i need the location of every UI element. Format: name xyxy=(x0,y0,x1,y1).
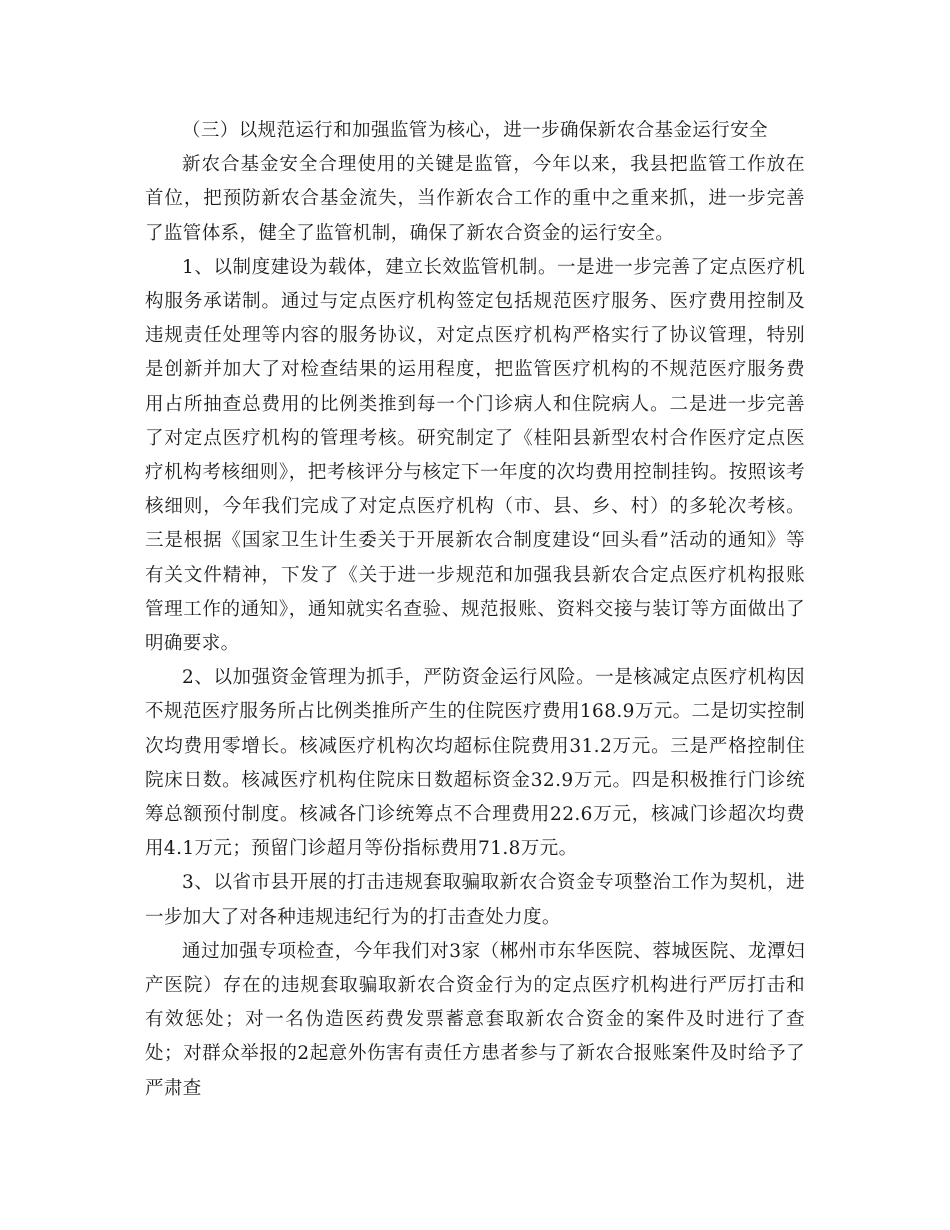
paragraph-special-inspection: 通过加强专项检查，今年我们对3家（郴州市东华医院、蓉城医院、龙潭妇产医院）存在的违规套取骗取新农合资金行为的定点医疗机构进行严厉打击和有效惩处；对一名伪造医药费发票蓄意套取新农合资金的案件及时进行了查处；对群众举报的2起意外伤害有责任方患者参与了新农合报账案件及时给予了严肃查 xyxy=(145,940,805,1099)
document-body xyxy=(145,114,805,1106)
section-heading: （三）以规范运行和加强监管为核心，进一步确保新农合基金运行安全 xyxy=(182,120,768,141)
paragraph-supervision-intro: 新农合基金安全合理使用的关键是监管，今年以来，我县把监管工作放在首位，把预防新农合基金流失，当作新农合工作的重中之重来抓，进一步完善了监管体系，健全了监管机制，确保了新农合资金的运行安全。 xyxy=(145,154,805,244)
paragraph-system-building: 1、以制度建设为载体，建立长效监管机制。一是进一步完善了定点医疗机构服务承诺制。通过与定点医疗机构签定包括规范医疗服务、医疗费用控制及违规责任处理等内容的服务协议，对定点医疗机构严格实行了协议管理，特别是创新并加大了对检查结果的运用程度，把监管医疗机构的不规范医疗服务费用占所抽查总费用的比例类推到每一个门诊病人和住院病人。二是进一步完善了对定点医疗机构的管理考核。研究制定了《桂阳县新型农村合作医疗定点医疗机构考核细则》，把考核评分与核定下一年度的次均费用控制挂钩。按照该考核细则，今年我们完成了对定点医疗机构（市、县、乡、村）的多轮次考核。三是根据《国家卫生计生委关于开展新农合制度建设“回头看”活动的通知》等有关文件精神，下发了《关于进一步规范和加强我县新农合定点医疗机构报账管理工作的通知》，通知就实名查验、规范报账、资料交接与装订等方面做出了明确要求。 xyxy=(145,256,805,655)
paragraph-fund-management: 2、以加强资金管理为抓手，严防资金运行风险。一是核减定点医疗机构因不规范医疗服务所占比例类推所产生的住院医疗费用168.9万元。二是切实控制次均费用零增长。核减医疗机构次均超标住院费用31.2万元。三是严格控制住院床日数。核减医疗机构住院床日数超标资金32.9万元。四是积极推行门诊统筹总额预付制度。核减各门诊统筹点不合理费用22.6万元，核减门诊超次均费用4.1万元；预留门诊超月等份指标费用71.8万元。 xyxy=(145,667,805,860)
paragraph-special-rectification: 3、以省市县开展的打击违规套取骗取新农合资金专项整治工作为契机，进一步加大了对各种违规违纪行为的打击查处力度。 xyxy=(145,872,805,928)
